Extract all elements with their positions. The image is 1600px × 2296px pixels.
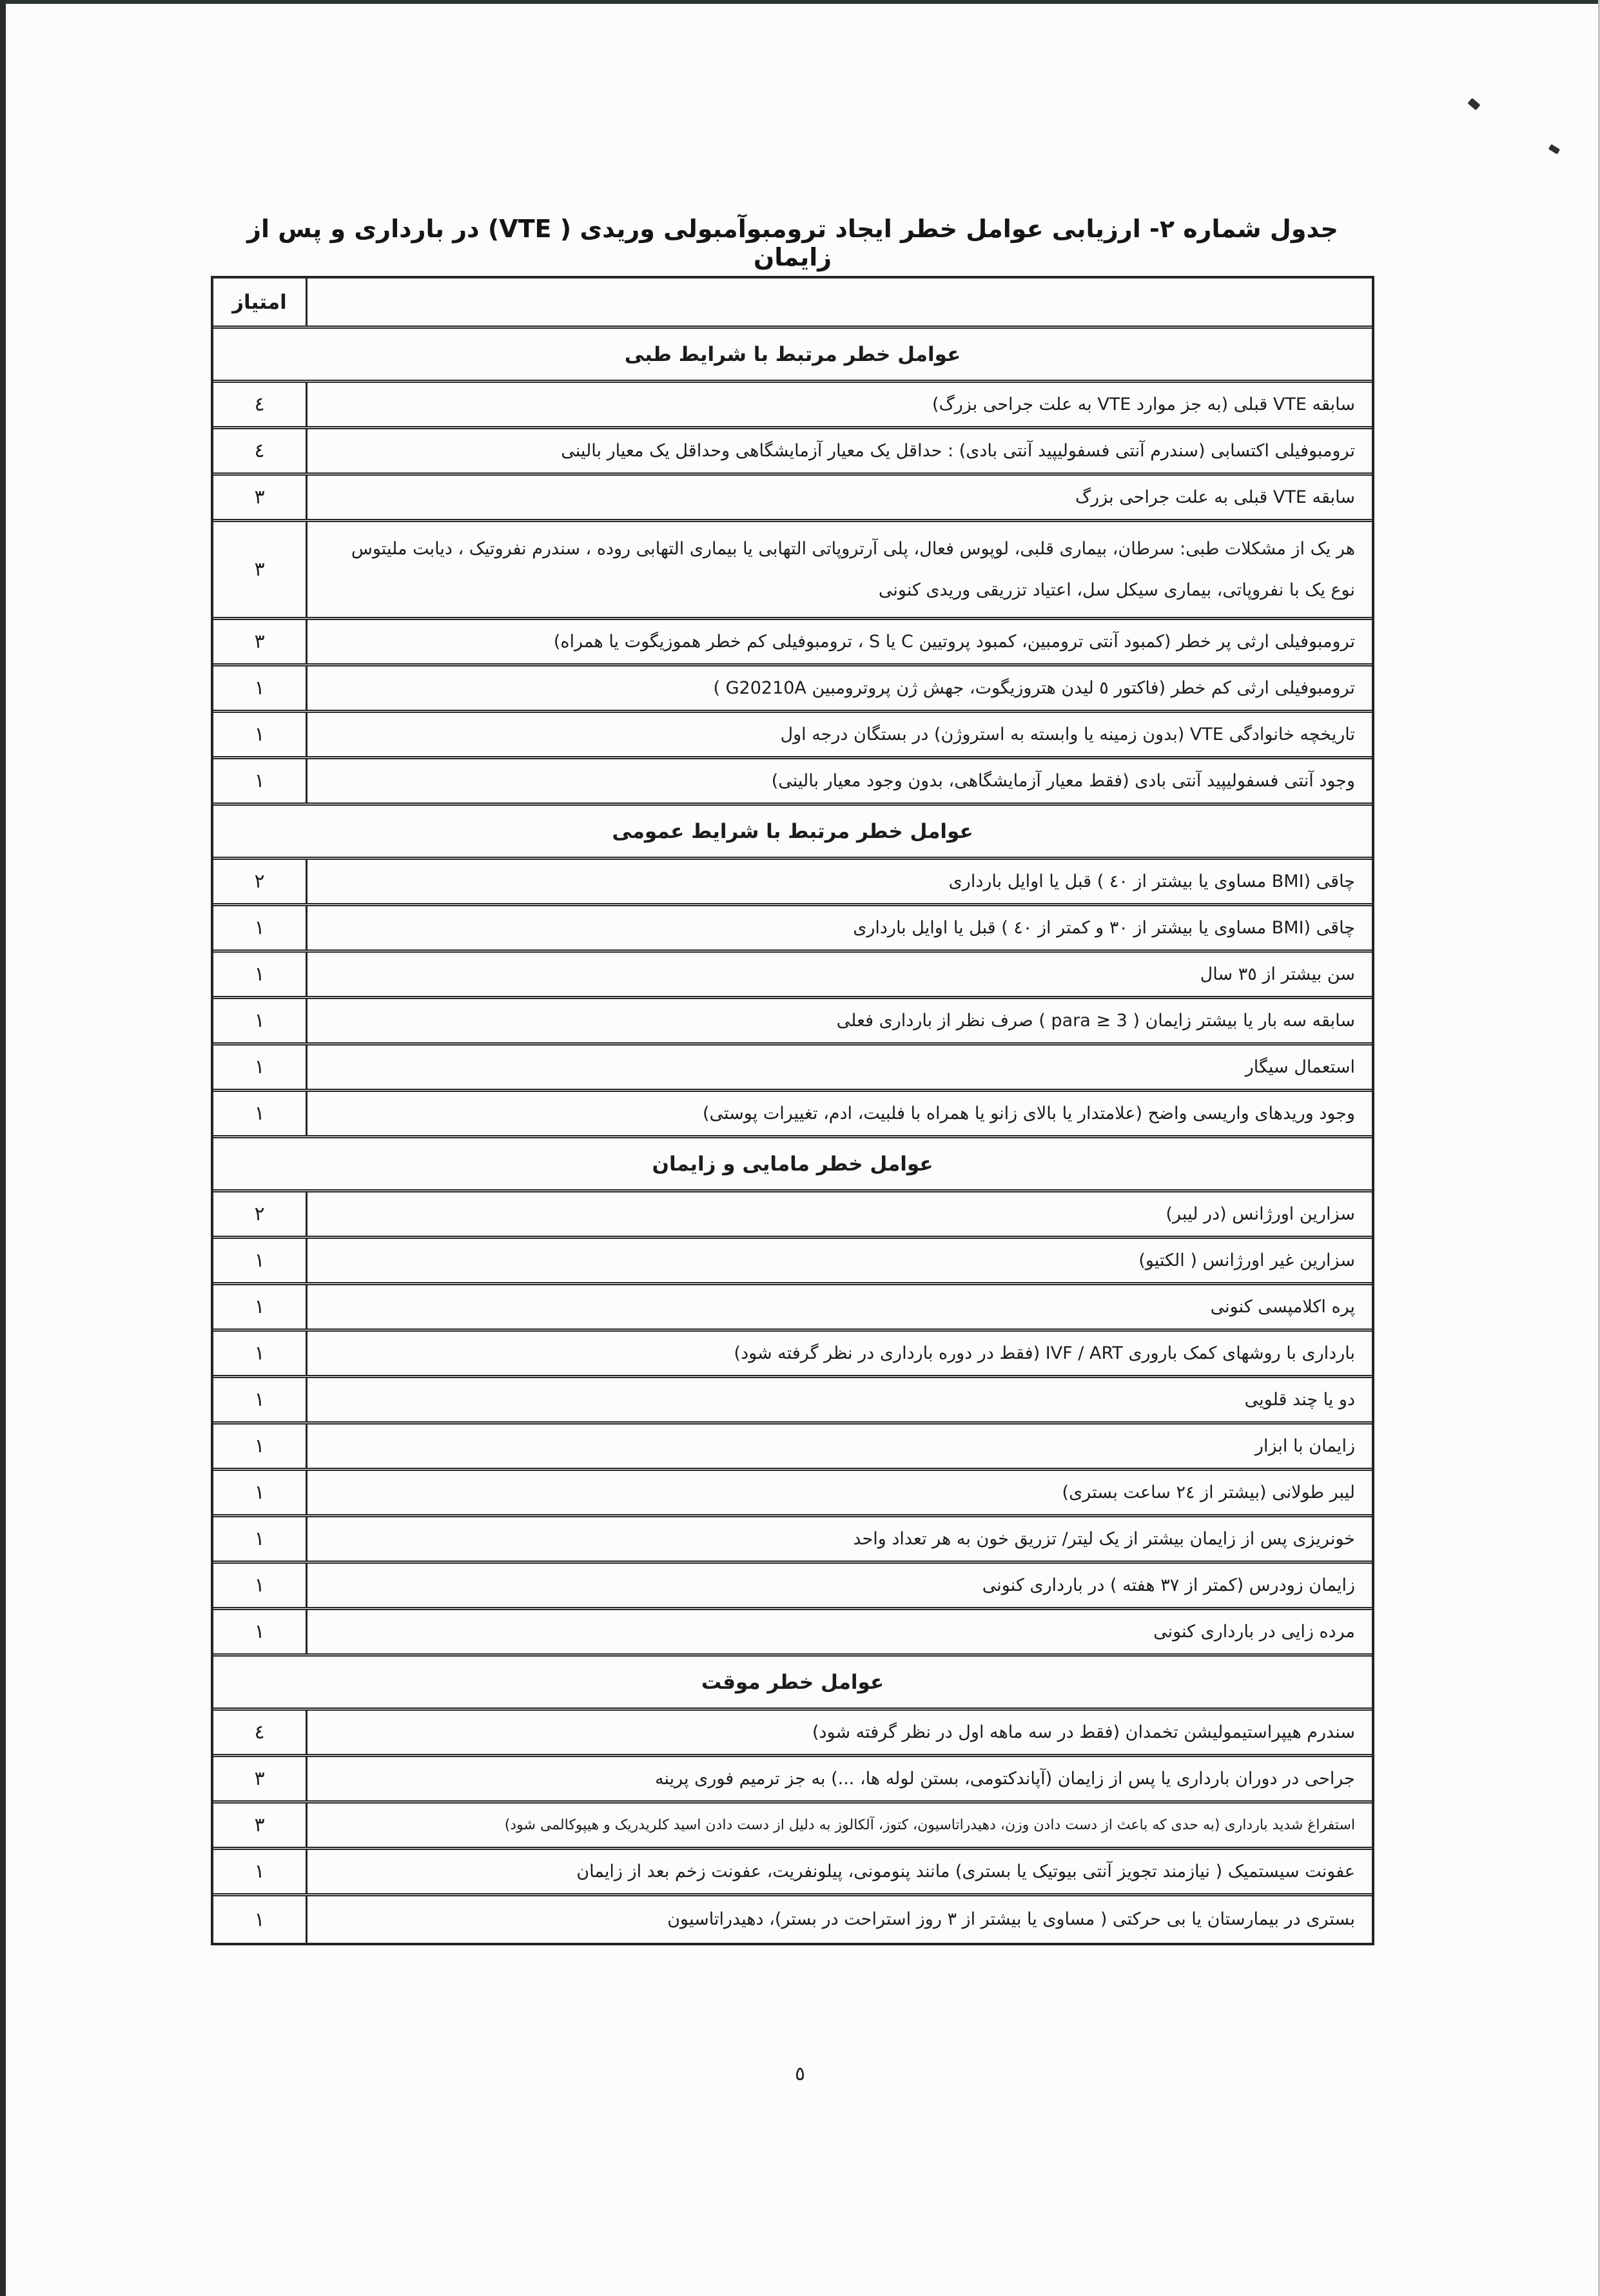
section-header-label: عوامل خطر موقت bbox=[701, 1670, 884, 1694]
risk-factor-row bbox=[213, 1564, 1372, 1610]
risk-factor-text: خونریزی پس از زایمان بیشتر از یک لیتر/ تزریق خون به هر تعداد واحد bbox=[853, 1528, 1355, 1549]
risk-factor-row bbox=[213, 1850, 1372, 1896]
section-header-label: عوامل خطر مرتبط با شرایط عمومی bbox=[612, 819, 973, 843]
risk-factor-row bbox=[213, 1092, 1372, 1138]
risk-factor-text: سزارین غیر اورژانس ( الکتیو) bbox=[1138, 1250, 1355, 1270]
score-cell: ٤ bbox=[213, 383, 307, 426]
score-cell: ١ bbox=[213, 1332, 307, 1375]
risk-factor-row bbox=[213, 666, 1372, 713]
risk-factor-row bbox=[213, 1192, 1372, 1239]
score-cell: ١ bbox=[213, 1425, 307, 1468]
risk-factor-text: استعمال سیگار bbox=[1245, 1056, 1355, 1077]
risk-factor-row bbox=[213, 620, 1372, 666]
page-number: ٥ bbox=[794, 2063, 806, 2085]
score-cell: ١ bbox=[213, 666, 307, 710]
risk-factor-text: عفونت سیستمیک ( نیازمند تجویز آنتی بیوتیک یا بستری) مانند پنومونی، پیلونفریت، عفونت زخم بعد از زایمان bbox=[576, 1861, 1355, 1882]
score-cell: ١ bbox=[213, 1092, 307, 1135]
risk-factor-row bbox=[213, 1517, 1372, 1564]
risk-factor-row bbox=[213, 1425, 1372, 1471]
risk-factor-row bbox=[213, 860, 1372, 906]
score-cell: ١ bbox=[213, 1378, 307, 1421]
risk-factor-text: سندرم هیپراستیمولیشن تخمدان (فقط در سه ماهه اول در نظر گرفته شود) bbox=[812, 1722, 1355, 1742]
score-cell: ٣ bbox=[213, 1757, 307, 1800]
risk-factor-row bbox=[213, 1378, 1372, 1425]
score-cell: ١ bbox=[213, 1564, 307, 1607]
score-cell: ١ bbox=[213, 1517, 307, 1561]
scan-edge-left bbox=[0, 0, 6, 2296]
score-cell: ١ bbox=[213, 999, 307, 1042]
risk-factor-text: مرده زایی در بارداری کنونی bbox=[1153, 1621, 1355, 1642]
page-title: جدول شماره ٢- ارزیابی عوامل خطر ایجاد ترومبوآمبولی وریدی ( VTE) در بارداری و پس از زایمان bbox=[247, 215, 1338, 271]
score-cell: ٤ bbox=[213, 1711, 307, 1754]
risk-factor-text: سن بیشتر از ٣٥ سال bbox=[1200, 964, 1355, 984]
scan-edge-top bbox=[0, 0, 1600, 4]
risk-factor-row bbox=[213, 383, 1372, 429]
score-cell: ٣ bbox=[213, 522, 307, 617]
risk-factor-row bbox=[213, 429, 1372, 476]
risk-factor-row bbox=[213, 1285, 1372, 1332]
score-cell: ١ bbox=[213, 906, 307, 949]
risk-factor-text: هر یک از مشکلات طبی: سرطان، بیماری قلبی، لوپوس فعال، پلی آرتروپاتی التهابی یا بیماری التهابی روده ، سندرم نفروتیک ، دیابت ملیتوس نوع یک با نفروپاتی، بیماری سیکل سل، اعتیاد تزریقی وریدی کنونی bbox=[351, 539, 1355, 600]
section-header bbox=[213, 806, 1372, 860]
risk-factor-row bbox=[213, 1610, 1372, 1657]
table-header-row bbox=[213, 278, 1372, 329]
risk-factor-row bbox=[213, 1471, 1372, 1517]
risk-factor-text: ترومبوفیلی ارثی کم خطر (فاکتور ٥ لیدن هتروزیگوت، جهش ژن پروترومبین G20210A ) bbox=[713, 677, 1355, 698]
risk-factor-row bbox=[213, 906, 1372, 953]
risk-factor-text: لیبر طولانی (بیشتر از ٢٤ ساعت بستری) bbox=[1062, 1482, 1355, 1503]
risk-factor-row bbox=[213, 1804, 1372, 1850]
score-cell: ١ bbox=[213, 759, 307, 803]
risk-factor-text: چاقی (BMI مساوی یا بیشتر از ٣٠ و کمتر از ٤٠ ) قبل یا اوایل بارداری bbox=[853, 917, 1355, 938]
risk-factor-text: استفراغ شدید بارداری (به حدی که باعث از دست دادن وزن، دهیدراتاسیون، کتوز، آلکالوز به دلیل از دست دادن اسید کلریدریک و هیپوکالمی شود) bbox=[504, 1817, 1355, 1833]
score-cell: ١ bbox=[213, 1239, 307, 1282]
risk-factor-text: وجود آنتی فسفولیپید آنتی بادی (فقط معیار آزمایشگاهی، بدون وجود معیار بالینی) bbox=[771, 770, 1355, 791]
risk-factor-text: زایمان با ابزار bbox=[1254, 1435, 1355, 1456]
score-cell: ٢ bbox=[213, 860, 307, 903]
risk-factor-text: ترومبوفیلی ارثی پر خطر (کمبود آنتی ترومبین، کمبود پروتیین C یا S ، ترومبوفیلی کم خطر هموزیگوت یا همراه) bbox=[553, 631, 1355, 652]
score-column-header: امتیاز bbox=[213, 278, 307, 326]
risk-factor-text: بارداری با روشهای کمک باروری IVF / ART (فقط در دوره بارداری در نظر گرفته شود) bbox=[734, 1343, 1355, 1363]
risk-factor-text: بستری در بیمارستان یا بی حرکتی ( مساوی یا بیشتر از ٣ روز استراحت در بستر)، دهیدراتاسیون bbox=[667, 1909, 1355, 1930]
risk-factor-row bbox=[213, 1711, 1372, 1757]
risk-factor-text: وجود وریدهای واریسی واضح (علامتدار یا بالای زانو یا همراه با فلبیت، ادم، تغییرات پوستی) bbox=[702, 1103, 1355, 1124]
risk-factor-row bbox=[213, 1757, 1372, 1804]
section-header bbox=[213, 1657, 1372, 1711]
risk-factor-table bbox=[211, 276, 1374, 1945]
score-cell: ١ bbox=[213, 953, 307, 996]
section-header bbox=[213, 329, 1372, 383]
score-cell: ٣ bbox=[213, 476, 307, 519]
risk-factor-text: سابقه VTE قبلی به علت جراحی بزرگ bbox=[1075, 487, 1355, 507]
section-header bbox=[213, 1138, 1372, 1192]
risk-factor-column-header bbox=[307, 278, 1372, 326]
score-cell: ٣ bbox=[213, 1804, 307, 1847]
score-cell: ١ bbox=[213, 1471, 307, 1514]
risk-factor-row bbox=[213, 999, 1372, 1046]
score-cell: ١ bbox=[213, 1046, 307, 1089]
score-cell: ١ bbox=[213, 1610, 307, 1653]
risk-factor-row bbox=[213, 713, 1372, 759]
risk-factor-text: سابقه سه بار یا بیشتر زایمان ( para ≥ 3 ) صرف نظر از بارداری فعلی bbox=[836, 1010, 1355, 1031]
risk-factor-text: دو یا چند قلویی bbox=[1244, 1389, 1355, 1410]
risk-factor-row bbox=[213, 1896, 1372, 1943]
section-header-label: عوامل خطر مامایی و زایمان bbox=[652, 1152, 933, 1176]
risk-factor-text: سابقه VTE قبلی (به جز موارد VTE به علت جراحی بزرگ) bbox=[932, 394, 1355, 414]
risk-factor-text: تاریخچه خانوادگی VTE (بدون زمینه یا وابسته به استروژن) در بستگان درجه اول bbox=[780, 724, 1355, 744]
score-cell: ١ bbox=[213, 1850, 307, 1893]
section-header-label: عوامل خطر مرتبط با شرایط طبی bbox=[624, 342, 961, 366]
score-cell: ١ bbox=[213, 713, 307, 756]
risk-factor-text: زایمان زودرس (کمتر از ٣٧ هفته ) در بارداری کنونی bbox=[982, 1575, 1355, 1595]
score-cell: ١ bbox=[213, 1896, 307, 1943]
risk-factor-text: سزارین اورژانس (در لیبر) bbox=[1166, 1203, 1355, 1224]
ink-speck bbox=[1467, 98, 1480, 110]
score-cell: ١ bbox=[213, 1285, 307, 1328]
score-cell: ٤ bbox=[213, 429, 307, 472]
risk-factor-row bbox=[213, 1239, 1372, 1285]
risk-factor-row bbox=[213, 1046, 1372, 1092]
risk-factor-text: ترومبوفیلی اکتسابی (سندرم آنتی فسفولیپید آنتی بادی) : حداقل یک معیار آزمایشگاهی وحداقل یک معیار بالینی bbox=[561, 440, 1355, 461]
score-cell: ٣ bbox=[213, 620, 307, 663]
risk-factor-row bbox=[213, 953, 1372, 999]
risk-factor-text: پره اکلامپسی کنونی bbox=[1210, 1296, 1355, 1317]
risk-factor-text: جراحی در دوران بارداری یا پس از زایمان (آپاندکتومی، بستن لوله ها، ...) به جز ترمیم فوری پرینه bbox=[655, 1768, 1355, 1789]
risk-factor-text: چاقی (BMI مساوی یا بیشتر از ٤٠ ) قبل یا اوایل بارداری bbox=[948, 871, 1355, 891]
risk-factor-row bbox=[213, 476, 1372, 522]
score-cell: ٢ bbox=[213, 1192, 307, 1236]
ink-speck bbox=[1548, 144, 1560, 154]
risk-factor-row bbox=[213, 522, 1372, 620]
risk-factor-row bbox=[213, 759, 1372, 806]
risk-factor-row bbox=[213, 1332, 1372, 1378]
